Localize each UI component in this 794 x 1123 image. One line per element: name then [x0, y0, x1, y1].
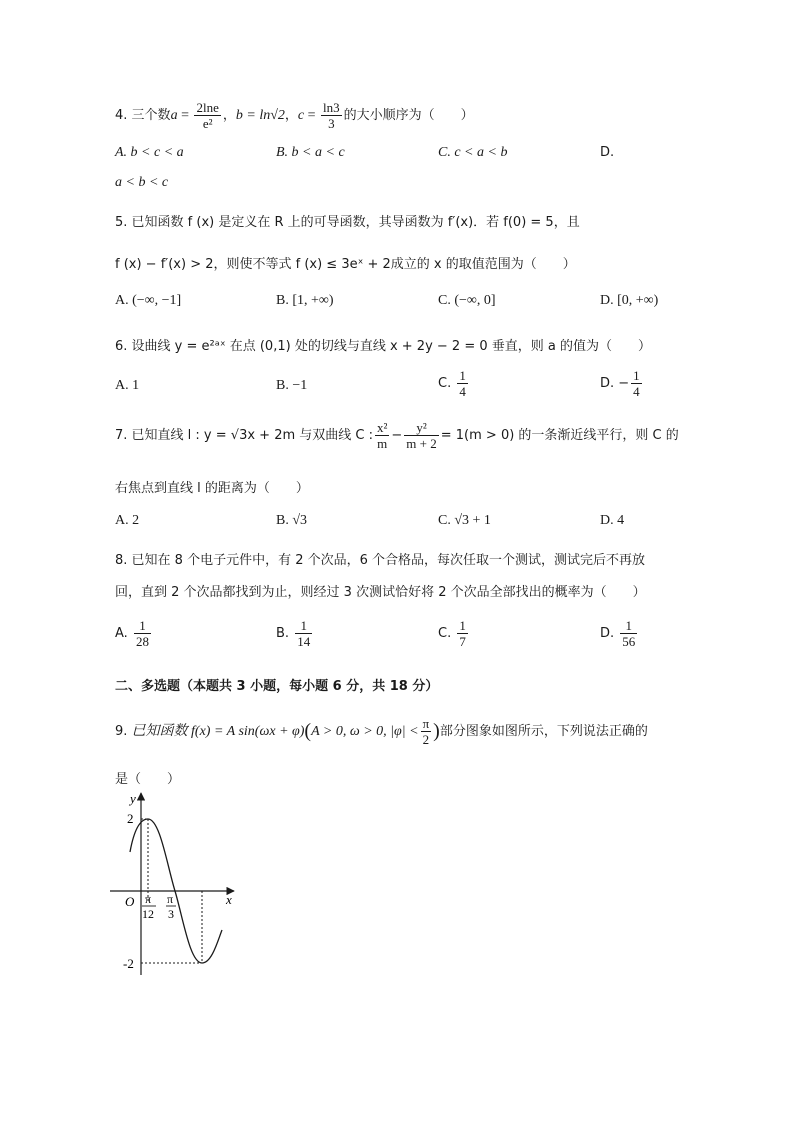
q9-line1: 9. 已知函数 f(x) = A sin(ωx + φ)(A > 0, ω > 0, |φ| < $\frac{\pi}{2}$ )部分图象如图所示，下列说法正确的	[115, 716, 648, 747]
sine-graph	[110, 790, 250, 980]
q6-option-c: C. $\frac{1}{4}$	[438, 368, 466, 399]
q7-option-a: A. 2	[115, 513, 140, 528]
q8-option-d: D. $\frac{1}{56}$	[600, 618, 636, 649]
x-axis-label: x	[226, 892, 232, 907]
q7-line1: 7. 已知直线 l : y = √3x + 2m 与双曲线 C : $\frac{\text{x²}}{m}$ − $\frac{\text{y²}}{m + 2}$ = 1(m > 0) 的一条渐近线平行，则 C 的	[115, 420, 679, 451]
q5-number: 5.	[115, 215, 128, 230]
q8-option-a: A. $\frac{1}{28}$	[115, 618, 149, 649]
q8-number: 8.	[115, 553, 128, 568]
q6-number: 6.	[115, 339, 128, 354]
q4-option-b: B. b < a < c	[276, 145, 345, 160]
tick2-num: π	[167, 892, 174, 906]
q5-option-a: A. (−∞, −1]	[115, 293, 182, 308]
q4-c-fraction: $\frac{\ln 3}{3}$	[323, 100, 340, 131]
q8-line2: 回，直到 2 个次品都找到为止，则经过 3 次测试恰好将 2 个次品全部找出的概率为（ ）	[115, 585, 646, 600]
q5-option-d: D. [0, +∞)	[600, 293, 659, 308]
q6-option-d: D. − $\frac{1}{4}$	[600, 368, 640, 399]
q4-option-c: C. c < a < b	[438, 145, 508, 160]
y-max-label: 2	[127, 811, 134, 826]
q7-line2: 右焦点到直线 l 的距离为（ ）	[115, 481, 309, 496]
q4-option-d-value: a < b < c	[115, 175, 169, 190]
q6-line1	[115, 335, 651, 354]
q5-option-c: C. (−∞, 0]	[438, 293, 496, 308]
y-min-label: -2	[123, 956, 134, 971]
q4-number: 4.	[115, 108, 128, 123]
origin-label: O	[125, 894, 135, 909]
q5-line1	[115, 211, 580, 230]
q4-b-expr: b = ln√2	[235, 108, 285, 123]
tick2-den: 3	[168, 907, 174, 921]
section-2-title: 二、多选题（本题共 3 小题，每小题 6 分，共 18 分）	[115, 679, 439, 694]
q6-option-b: B. −1	[276, 378, 308, 393]
q5-line2: f (x) − f′(x) > 2，则使不等式 f (x) ≤ 3eˣ + 2成立的 x 的取值范围为（ ）	[115, 257, 576, 272]
q8-line1: 8. 已知在 8 个电子元件中，有 2 个次品，6 个合格品，每次任取一个测试，测试完后不再放	[115, 553, 646, 568]
q6-option-a: A. 1	[115, 378, 140, 393]
q6-text-1: 设曲线 y = e²ᵃˣ 在点 (0,1) 处的切线与直线 x + 2y − 2 = 0 垂直，则 a 的值为（ ）	[131, 339, 651, 354]
q4-text-post: 的大小顺序为（ ）	[343, 108, 474, 123]
q7-number: 7.	[115, 428, 128, 443]
q9-number: 9.	[115, 724, 128, 739]
q5-option-b: B. [1, +∞)	[276, 293, 334, 308]
q8-option-b: B. $\frac{1}{14}$	[276, 618, 311, 649]
q5-text-1: 已知函数 f (x) 是定义在 R 上的可导函数，其导函数为 f′(x)．若 f(0) = 5，且	[131, 215, 580, 230]
q4-option-a: A. b < c < a	[115, 145, 184, 160]
q4-a-fraction: $\frac{2\ln e}{\text{e²}}$	[196, 100, 219, 131]
q7-option-c: C. √3 + 1	[438, 513, 491, 528]
tick1-den: 12	[142, 907, 154, 921]
q9-line2: 是（ ）	[115, 772, 181, 787]
q4-option-d: D.	[600, 145, 615, 160]
y-axis-label: y	[130, 791, 136, 806]
tick1-num: π	[145, 892, 152, 906]
q7-option-b: B. √3	[276, 513, 308, 528]
q4-stem: 4. 三个数a = $\frac{2\ln e}{\text{e²}}$ ，b = ln√2，c = $\frac{\ln 3}{3}$ 的大小顺序为（ ）	[115, 100, 474, 131]
q8-option-c: C. $\frac{1}{7}$	[438, 618, 466, 649]
q7-option-d: D. 4	[600, 513, 625, 528]
q4-text-pre: 三个数	[131, 108, 171, 123]
